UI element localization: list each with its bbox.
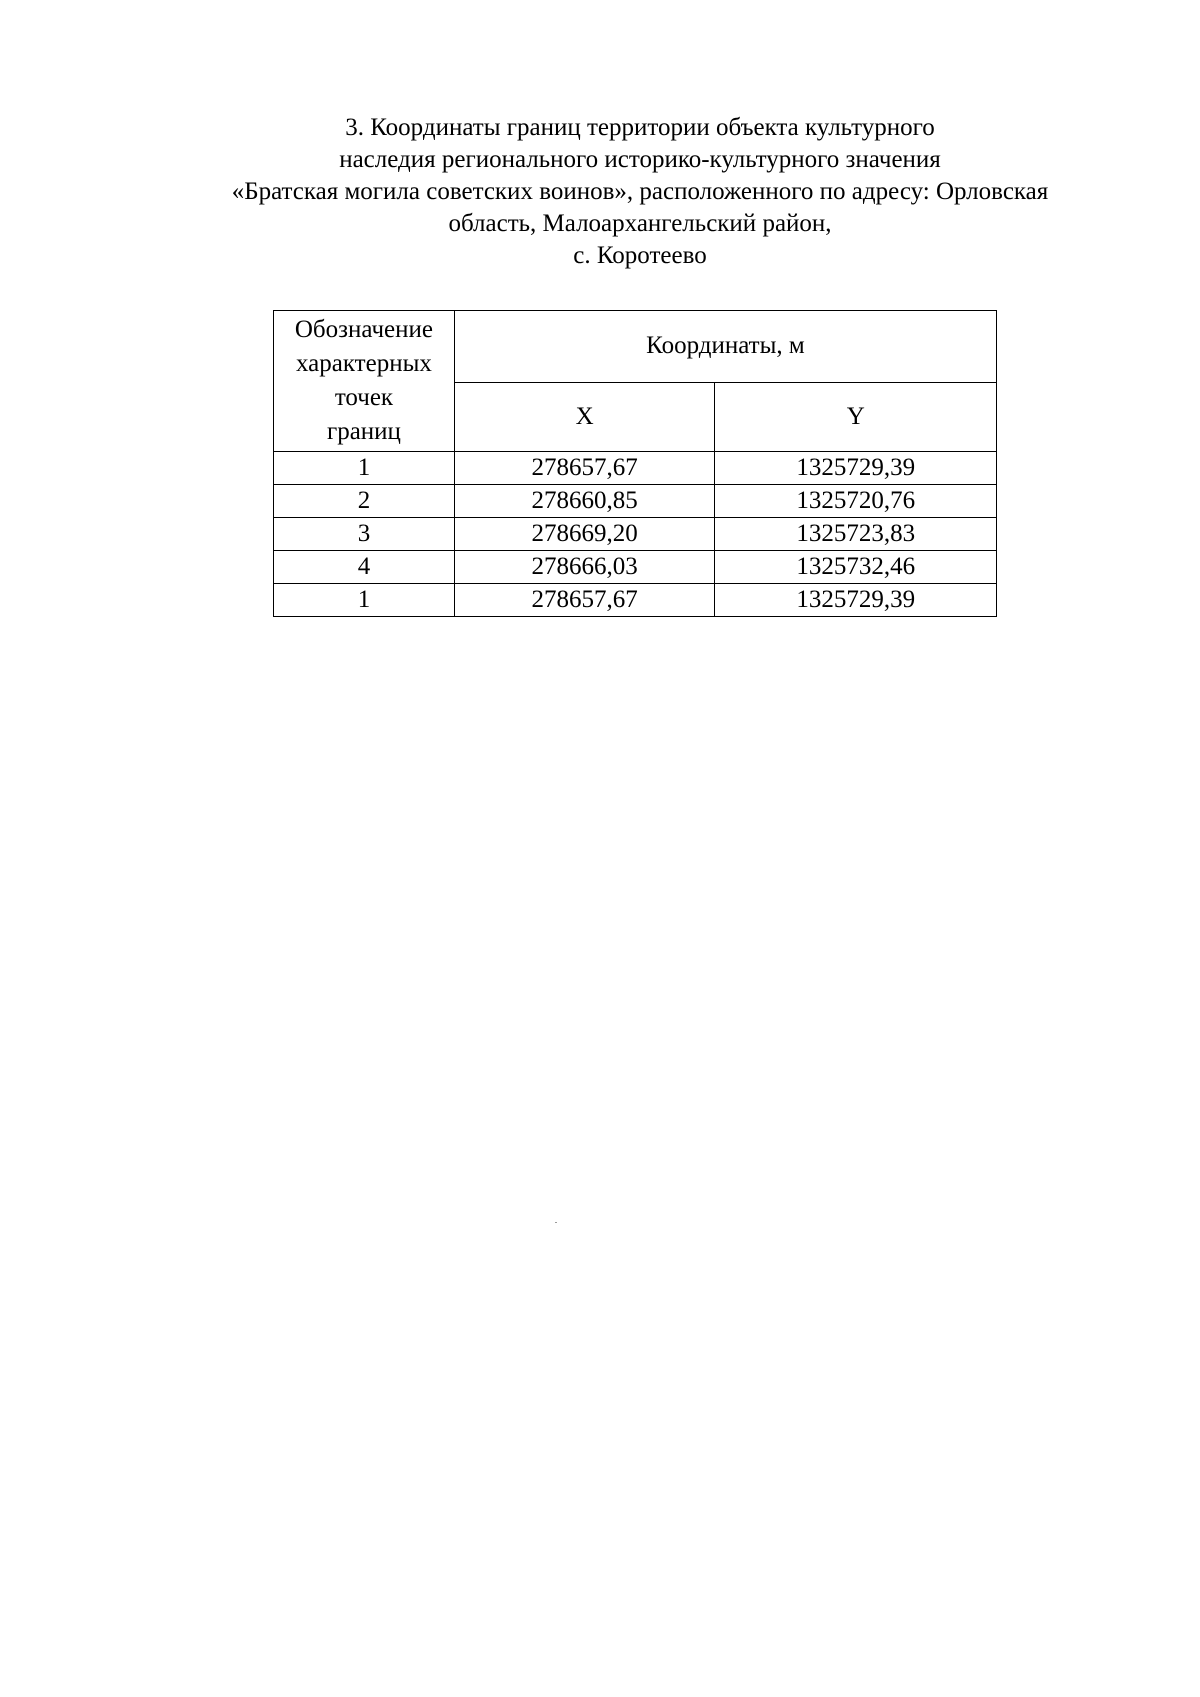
table-row	[274, 584, 997, 617]
point-designation-header	[274, 311, 455, 452]
table-row	[274, 551, 997, 584]
header-line: границ	[326, 418, 401, 445]
point-number-cell: 2	[274, 485, 455, 518]
y-coordinate-cell: 1325732,46	[715, 551, 997, 584]
heading-line: наследия регионального историко-культурного значения	[339, 146, 941, 173]
y-coordinate-cell: 1325729,39	[715, 452, 997, 485]
heading-line: область, Малоархангельский район,	[448, 210, 832, 237]
point-number-cell: 3	[274, 518, 455, 551]
x-coordinate-cell: 278657,67	[454, 452, 715, 485]
y-axis-header: Y	[715, 382, 997, 451]
point-number-cell: 1	[274, 584, 455, 617]
table-row	[274, 485, 997, 518]
coordinates-table	[273, 310, 997, 617]
x-coordinate-cell: 278660,85	[454, 485, 715, 518]
y-coordinate-cell: 1325729,39	[715, 584, 997, 617]
y-coordinate-cell: 1325723,83	[715, 518, 997, 551]
coordinates-header: Координаты, м	[454, 311, 996, 383]
heading-line: 3. Координаты границ территории объекта культурного	[345, 114, 935, 141]
header-line: Обозначение	[294, 316, 434, 343]
x-coordinate-cell: 278657,67	[454, 584, 715, 617]
point-number-cell: 1	[274, 452, 455, 485]
x-coordinate-cell: 278666,03	[454, 551, 715, 584]
header-line: точек	[334, 384, 394, 411]
table-row	[274, 518, 997, 551]
x-axis-header: X	[454, 382, 715, 451]
document-heading	[150, 112, 1130, 272]
scan-speck	[555, 1222, 557, 1223]
heading-line: с. Коротеево	[573, 242, 707, 269]
point-number-cell: 4	[274, 551, 455, 584]
table-header-row	[274, 311, 997, 383]
header-line: характерных	[296, 350, 432, 377]
y-coordinate-cell: 1325720,76	[715, 485, 997, 518]
x-coordinate-cell: 278669,20	[454, 518, 715, 551]
table-row	[274, 452, 997, 485]
heading-line: «Братская могила советских воинов», расположенного по адресу: Орловская	[231, 178, 1049, 205]
